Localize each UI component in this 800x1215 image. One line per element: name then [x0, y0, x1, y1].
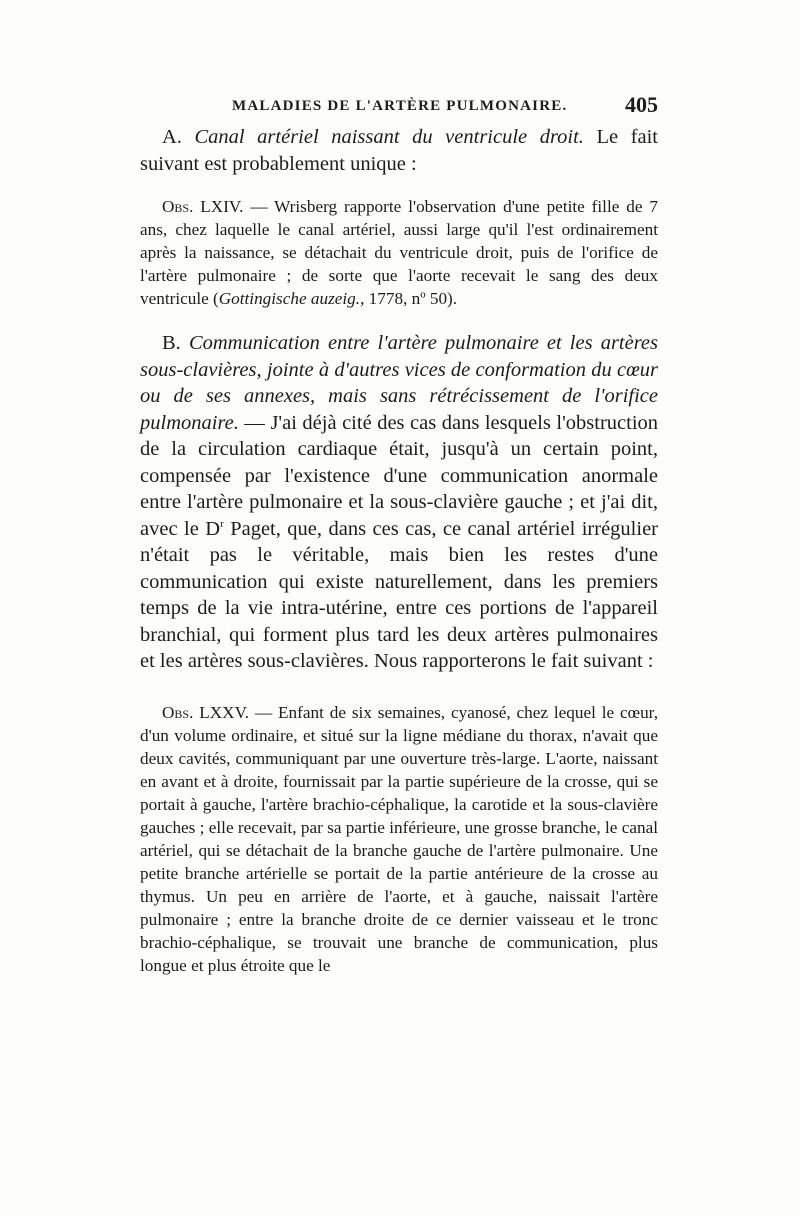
observation-64 [140, 195, 658, 310]
observation-75-text: — Enfant de six semaines, cyanosé, chez lequel le cœur, d'un volume ordinaire, et situé sur la ligne médiane du thorax, n'avait que deux cavités, communiquant par une ouverture très-large. L'aorte, naissant en avant et à droite, fournissait par la partie supérieure de la crosse, qui se portait à gauche, l'artère brachio-céphalique, la carotide et la sous-clavière gauches ; elle recevait, par sa partie inférieure, une grosse branche, le canal artériel, qui se détachait de la branche gauche de l'artère pulmonaire. Une petite branche artérielle se portait de la partie antérieure de la crosse au thymus. Un peu en arrière de l'aorte, et à gauche, naissait l'artère pulmonaire ; entre la branche droite de ce dernier vaisseau et le tronc brachio-céphalique, se trouvait une branche de communication, plus longue et plus étroite que le [140, 702, 659, 975]
observation-75-label: Obs. LXXV. [162, 702, 250, 722]
observation-64-source: Gottingische auzeig. [218, 289, 361, 308]
observation-64-text: — Wrisberg rapporte l'observation d'une petite fille de 7 ans, chez laquelle le canal artériel, aussi large qu'il l'est ordinairement après la naissance, se détachait du ventricule droit, puis de l'orifice de l'artère pulmonaire ; de sorte que l'aorte recevait le sang des deux ventricule ( [140, 197, 659, 308]
running-title: MALADIES DE L'ARTÈRE PULMONAIRE. [232, 98, 568, 114]
section-a-marker: A. [162, 126, 182, 148]
section-b-title: Communication entre l'artère pulmonaire et les artères sous-clavières, jointe à d'autres vices de conformation du cœur ou de ses annexes, mais sans rétrécissement de l'orifice pulmonaire. [140, 332, 659, 434]
book-page [140, 90, 658, 977]
section-b-paragraph [140, 330, 658, 675]
observation-64-citation: , 1778, nº 50). [360, 289, 458, 308]
page-number: 405 [625, 92, 658, 117]
section-b-text-continued: Paget, que, dans ces cas, ce canal artériel irrégulier n'était pas le véritable, mais bien les restes d'une communication qui existe naturellement, dans les premiers temps de la vie intra-utérine, entre ces portions de l'appareil branchial, qui forment plus tard les deux artères pulmonaires et les artères sous-clavières. Nous rapporterons le fait suivant : [140, 517, 658, 672]
section-a-title: Canal artériel naissant du ventricule droit. [194, 126, 584, 148]
section-b-text: — J'ai déjà cité des cas dans lesquels l'obstruction de la circulation cardiaque était, jusqu'à un certain point, compensée par l'existence d'une communication anormale entre l'artère pulmonaire et la sous-clavière gauche ; et j'ai dit, avec le D [140, 411, 659, 540]
section-a-paragraph [140, 124, 658, 177]
observation-64-label: Obs. LXIV. [162, 197, 244, 216]
page-header [140, 90, 658, 124]
section-b-sup: r [220, 517, 224, 530]
observation-75 [140, 701, 658, 977]
section-b-marker: B. [162, 332, 181, 354]
section-a-text: Le fait suivant est probablement unique : [140, 126, 658, 175]
